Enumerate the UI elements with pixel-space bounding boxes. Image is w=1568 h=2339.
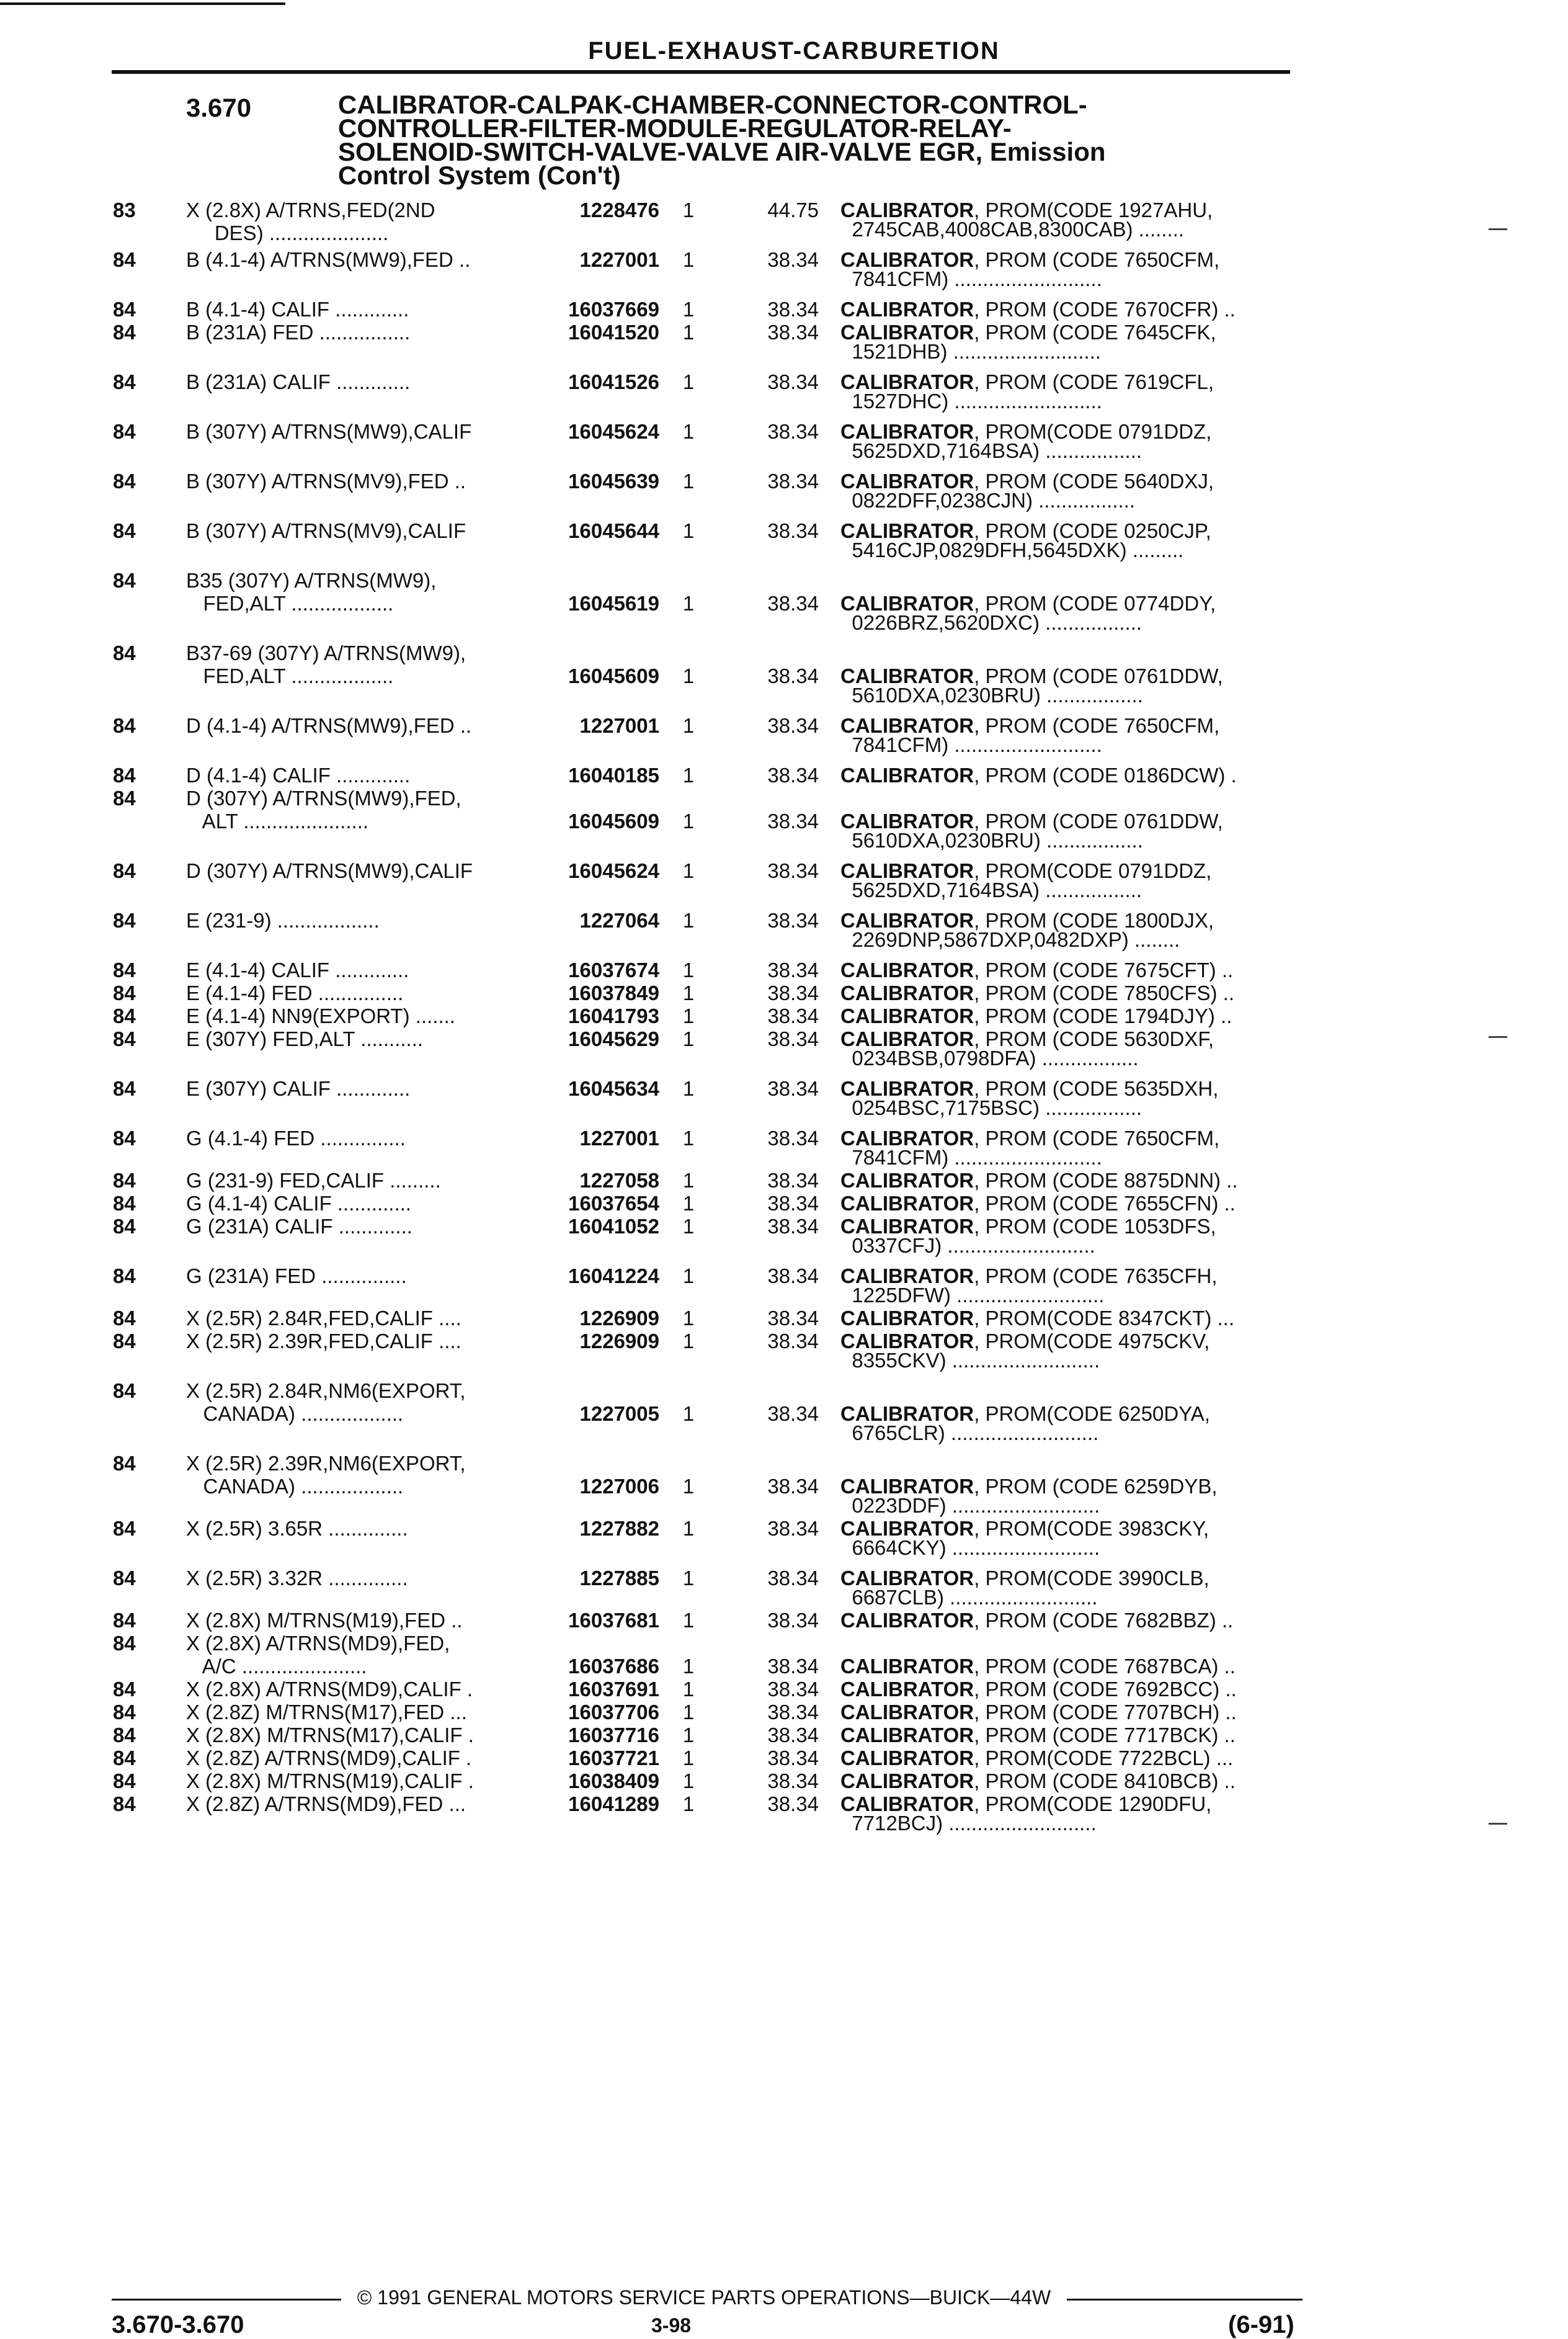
price: 38.34 (767, 1004, 819, 1027)
part-name-cont: 0234BSB,0798DFA) ................. (840, 1047, 1139, 1070)
application-description: X (2.8X) A/TRNS(MD9),FED, (186, 1632, 450, 1655)
part-name: CALIBRATOR, PROM (CODE 7619CFL, (840, 370, 1214, 393)
margin-mark (1489, 1823, 1507, 1825)
part-name: CALIBRATOR, PROM (CODE 7645CFK, (840, 321, 1216, 344)
part-name: CALIBRATOR, PROM (CODE 5635DXH, (840, 1077, 1219, 1100)
model-year: 84 (113, 1169, 136, 1192)
price: 38.34 (767, 592, 819, 615)
application-description-cont: FED,ALT .................. (186, 592, 394, 615)
part-number: 16040185 (568, 764, 659, 787)
application-description: B (4.1-4) A/TRNS(MW9),FED .. (186, 248, 471, 271)
part-number: 1228476 (579, 199, 659, 221)
part-name-cont: 6664CKY) .......................... (840, 1536, 1100, 1559)
quantity: 1 (682, 370, 695, 393)
part-name: CALIBRATOR, PROM (CODE 7635CFH, (840, 1264, 1218, 1287)
part-number: 16045609 (568, 810, 659, 833)
quantity: 1 (682, 1307, 695, 1330)
application-description: G (231A) FED ............... (186, 1264, 407, 1287)
application-description-cont: A/C ...................... (186, 1655, 367, 1678)
application-description: B (231A) FED ................ (186, 321, 411, 344)
quantity: 1 (682, 1027, 695, 1050)
model-year: 84 (113, 519, 136, 542)
application-description: X (2.5R) 3.65R .............. (186, 1517, 408, 1540)
part-number: 16037716 (568, 1724, 659, 1746)
part-name-cont: 0254BSC,7175BSC) ................. (840, 1096, 1143, 1119)
model-year: 84 (113, 1127, 136, 1150)
application-description: X (2.8Z) A/TRNS(MD9),FED ... (186, 1792, 466, 1815)
part-name: CALIBRATOR, PROM(CODE 0791DDZ, (840, 859, 1212, 882)
quantity: 1 (682, 1475, 695, 1498)
part-name: CALIBRATOR, PROM (CODE 8875DNN) .. (840, 1169, 1238, 1192)
footer-group-range: 3.670-3.670 (112, 2311, 244, 2338)
price: 38.34 (767, 248, 819, 271)
part-name-cont: 0337CFJ) .......................... (840, 1234, 1095, 1257)
part-number: 16037686 (568, 1655, 659, 1678)
model-year: 84 (113, 1609, 136, 1632)
price: 38.34 (767, 1475, 819, 1498)
model-year: 84 (113, 1379, 136, 1402)
price: 38.34 (767, 1307, 819, 1330)
part-name: CALIBRATOR, PROM (CODE 1794DJY) .. (840, 1004, 1232, 1027)
application-description: X (2.5R) 2.84R,FED,CALIF .... (186, 1307, 461, 1330)
model-year: 84 (113, 370, 136, 393)
price: 38.34 (767, 1517, 819, 1540)
model-year: 84 (113, 764, 136, 787)
price: 38.34 (767, 1027, 819, 1050)
quantity: 1 (682, 420, 695, 443)
model-year: 84 (113, 787, 136, 810)
model-year: 84 (113, 1792, 136, 1815)
part-name: CALIBRATOR, PROM (CODE 1800DJX, (840, 909, 1214, 932)
price: 38.34 (767, 1077, 819, 1100)
part-number: 16038409 (568, 1769, 659, 1792)
model-year: 84 (113, 1769, 136, 1792)
application-description: G (231A) CALIF ............. (186, 1215, 412, 1238)
part-number: 1227005 (579, 1402, 659, 1425)
quantity: 1 (682, 1169, 695, 1192)
quantity: 1 (682, 1724, 695, 1746)
quantity: 1 (682, 470, 695, 493)
quantity: 1 (682, 1004, 695, 1027)
part-name: CALIBRATOR, PROM (CODE 7692BCC) .. (840, 1678, 1237, 1701)
part-name-cont: 1527DHC) .......................... (840, 390, 1102, 413)
application-description: X (2.8Z) A/TRNS(MD9),CALIF . (186, 1746, 472, 1769)
part-name-cont: 7841CFM) .......................... (840, 733, 1102, 756)
quantity: 1 (682, 1127, 695, 1150)
application-description: X (2.5R) 3.32R .............. (186, 1567, 408, 1590)
quantity: 1 (682, 1192, 695, 1215)
price: 38.34 (767, 470, 819, 493)
part-name: CALIBRATOR, PROM (CODE 7655CFN) .. (840, 1192, 1236, 1215)
application-description-cont: CANADA) .................. (186, 1402, 404, 1425)
quantity: 1 (682, 1330, 695, 1353)
part-name: CALIBRATOR, PROM(CODE 1290DFU, (840, 1792, 1212, 1815)
price: 38.34 (767, 1701, 819, 1724)
part-name: CALIBRATOR, PROM (CODE 7682BBZ) .. (840, 1609, 1234, 1632)
price: 38.34 (767, 1127, 819, 1150)
model-year: 84 (113, 1678, 136, 1701)
part-name-cont: 1521DHB) .......................... (840, 340, 1101, 363)
group-title (338, 90, 1237, 190)
application-description: E (231-9) .................. (186, 909, 380, 932)
application-description: X (2.8X) M/TRNS(M19),CALIF . (186, 1769, 474, 1792)
application-description: X (2.8X) A/TRNS(MD9),CALIF . (186, 1678, 473, 1701)
price: 38.34 (767, 909, 819, 932)
part-name: CALIBRATOR, PROM (CODE 7650CFM, (840, 248, 1220, 271)
part-number: 16045609 (568, 664, 659, 687)
model-year: 84 (113, 1701, 136, 1724)
model-year: 84 (113, 569, 136, 592)
part-name-cont: 6687CLB) .......................... (840, 1586, 1098, 1609)
model-year: 84 (113, 1452, 136, 1475)
price: 38.34 (767, 1609, 819, 1632)
part-number: 1227006 (579, 1475, 659, 1498)
price: 38.34 (767, 1792, 819, 1815)
part-name: CALIBRATOR, PROM (CODE 5630DXF, (840, 1027, 1214, 1050)
price: 38.34 (767, 714, 819, 737)
application-description: B (4.1-4) CALIF ............. (186, 298, 409, 321)
quantity: 1 (682, 199, 695, 221)
application-description: X (2.5R) 2.39R,FED,CALIF .... (186, 1330, 461, 1353)
quantity: 1 (682, 764, 695, 787)
part-name: CALIBRATOR, PROM (CODE 7717BCK) .. (840, 1724, 1236, 1746)
margin-mark (1489, 228, 1507, 230)
part-name-cont: 0223DDF) .......................... (840, 1494, 1100, 1517)
part-number: 1226909 (579, 1330, 659, 1353)
part-number: 16041224 (568, 1264, 659, 1287)
price: 38.34 (767, 1330, 819, 1353)
part-number: 16041289 (568, 1792, 659, 1815)
quantity: 1 (682, 1567, 695, 1590)
model-year: 84 (113, 248, 136, 271)
part-name: CALIBRATOR, PROM (CODE 7850CFS) .. (840, 982, 1235, 1004)
top-left-rule (0, 2, 285, 5)
part-name: CALIBRATOR, PROM(CODE 3990CLB, (840, 1567, 1209, 1590)
application-description: X (2.8X) M/TRNS(M19),FED .. (186, 1609, 463, 1632)
price: 44.75 (767, 199, 819, 221)
part-name-cont: 0226BRZ,5620DXC) ................. (840, 611, 1143, 634)
model-year: 84 (113, 982, 136, 1004)
price: 38.34 (767, 810, 819, 833)
part-number: 16041526 (568, 370, 659, 393)
application-description: X (2.5R) 2.39R,NM6(EXPORT, (186, 1452, 466, 1475)
price: 38.34 (767, 1655, 819, 1678)
quantity: 1 (682, 1609, 695, 1632)
application-description: D (307Y) A/TRNS(MW9),CALIF (186, 859, 473, 882)
part-name: CALIBRATOR, PROM (CODE 8410BCB) .. (840, 1769, 1236, 1792)
part-name: CALIBRATOR, PROM (CODE 6259DYB, (840, 1475, 1218, 1498)
part-name: CALIBRATOR, PROM(CODE 0791DDZ, (840, 420, 1212, 443)
part-number: 1227882 (579, 1517, 659, 1540)
quantity: 1 (682, 810, 695, 833)
model-year: 84 (113, 1027, 136, 1050)
part-name: CALIBRATOR, PROM (CODE 0774DDY, (840, 592, 1216, 615)
part-name: CALIBRATOR, PROM (CODE 5640DXJ, (840, 470, 1214, 493)
part-name-cont: 7841CFM) .......................... (840, 1146, 1102, 1169)
part-number: 16041052 (568, 1215, 659, 1238)
part-number: 16037654 (568, 1192, 659, 1215)
price: 38.34 (767, 1402, 819, 1425)
application-description: X (2.8X) M/TRNS(M17),CALIF . (186, 1724, 474, 1746)
quantity: 1 (682, 592, 695, 615)
quantity: 1 (682, 298, 695, 321)
model-year: 84 (113, 321, 136, 344)
header-rule (112, 70, 1290, 74)
application-description-cont: FED,ALT .................. (186, 664, 394, 687)
part-number: 16045629 (568, 1027, 659, 1050)
part-name-cont: 8355CKV) .......................... (840, 1349, 1100, 1372)
part-name: CALIBRATOR, PROM (CODE 1053DFS, (840, 1215, 1216, 1238)
part-number: 16037721 (568, 1746, 659, 1769)
quantity: 1 (682, 1517, 695, 1540)
model-year: 84 (113, 1746, 136, 1769)
part-name: CALIBRATOR, PROM (CODE 7675CFT) .. (840, 959, 1234, 982)
section-title: FUEL-EXHAUST-CARBURETION (588, 37, 1000, 65)
application-description: G (4.1-4) FED ............... (186, 1127, 406, 1150)
price: 38.34 (767, 1264, 819, 1287)
part-name-cont: 0822DFF,0238CJN) ................. (840, 489, 1136, 512)
price: 38.34 (767, 664, 819, 687)
copyright-notice: © 1991 GENERAL MOTORS SERVICE PARTS OPERATIONS—BUICK—44W (357, 2286, 1051, 2309)
model-year: 84 (113, 1077, 136, 1100)
part-name: CALIBRATOR, PROM (CODE 7650CFM, (840, 714, 1220, 737)
group-title-line: CONTROLLER-FILTER-MODULE-REGULATOR-RELAY- (338, 114, 1012, 143)
application-description: X (2.8Z) M/TRNS(M17),FED ... (186, 1701, 467, 1724)
part-name: CALIBRATOR, PROM (CODE 7687BCA) .. (840, 1655, 1236, 1678)
part-number: 16037669 (568, 298, 659, 321)
quantity: 1 (682, 1655, 695, 1678)
part-name-cont: 2269DNP,5867DXP,0482DXP) ........ (840, 928, 1180, 951)
part-name: CALIBRATOR, PROM (CODE 7670CFR) .. (840, 298, 1236, 321)
part-name: CALIBRATOR, PROM(CODE 3983CKY, (840, 1517, 1209, 1540)
quantity: 1 (682, 982, 695, 1004)
part-name: CALIBRATOR, PROM (CODE 0186DCW) . (840, 764, 1237, 787)
part-number: 16037674 (568, 959, 659, 982)
quantity: 1 (682, 1746, 695, 1769)
group-title-line: SOLENOID-SWITCH-VALVE-VALVE AIR-VALVE EGR, Emission (338, 137, 1106, 166)
model-year: 84 (113, 1567, 136, 1590)
model-year: 83 (113, 199, 136, 221)
price: 38.34 (767, 1678, 819, 1701)
model-year: 84 (113, 1517, 136, 1540)
price: 38.34 (767, 1567, 819, 1590)
part-number: 1227001 (579, 714, 659, 737)
part-name: CALIBRATOR, PROM(CODE 7722BCL) ... (840, 1746, 1234, 1769)
part-number: 1226909 (579, 1307, 659, 1330)
price: 38.34 (767, 298, 819, 321)
price: 38.34 (767, 1215, 819, 1238)
footer-page-number: 3-98 (651, 2314, 692, 2337)
footer-rule (112, 2299, 341, 2301)
part-number: 1227058 (579, 1169, 659, 1192)
part-name-cont: 5610DXA,0230BRU) ................. (840, 684, 1143, 707)
part-name: CALIBRATOR, PROM (CODE 7650CFM, (840, 1127, 1220, 1150)
quantity: 1 (682, 519, 695, 542)
price: 38.34 (767, 370, 819, 393)
application-description: E (4.1-4) NN9(EXPORT) ....... (186, 1004, 455, 1027)
model-year: 84 (113, 1307, 136, 1330)
application-description-cont: CANADA) .................. (186, 1475, 404, 1498)
price: 38.34 (767, 321, 819, 344)
quantity: 1 (682, 1402, 695, 1425)
part-name: CALIBRATOR, PROM (CODE 7707BCH) .. (840, 1701, 1237, 1724)
part-name: CALIBRATOR, PROM(CODE 6250DYA, (840, 1402, 1210, 1425)
model-year: 84 (113, 1264, 136, 1287)
application-description: B (307Y) A/TRNS(MV9),CALIF (186, 519, 466, 542)
footer-rule (1067, 2299, 1303, 2301)
quantity: 1 (682, 321, 695, 344)
price: 38.34 (767, 959, 819, 982)
quantity: 1 (682, 859, 695, 882)
quantity: 1 (682, 1077, 695, 1100)
part-name-cont: 6765CLR) .......................... (840, 1421, 1099, 1444)
part-name-cont: 5416CJP,0829DFH,5645DXK) ......... (840, 539, 1184, 561)
quantity: 1 (682, 664, 695, 687)
model-year: 84 (113, 859, 136, 882)
price: 38.34 (767, 982, 819, 1004)
part-name-cont: 2745CAB,4008CAB,8300CAB) ........ (840, 218, 1184, 241)
application-description: E (4.1-4) CALIF ............. (186, 959, 409, 982)
part-number: 1227001 (579, 1127, 659, 1150)
margin-mark (1489, 1036, 1507, 1038)
application-description: E (307Y) FED,ALT ........... (186, 1027, 424, 1050)
quantity: 1 (682, 714, 695, 737)
part-number: 16045624 (568, 859, 659, 882)
part-number: 16045639 (568, 470, 659, 493)
quantity: 1 (682, 1701, 695, 1724)
part-name: CALIBRATOR, PROM(CODE 1927AHU, (840, 199, 1213, 221)
model-year: 84 (113, 714, 136, 737)
part-number: 1227885 (579, 1567, 659, 1590)
part-name-cont: 5625DXD,7164BSA) ................. (840, 879, 1143, 901)
part-name-cont: 7712BCJ) .......................... (840, 1812, 1097, 1835)
price: 38.34 (767, 1724, 819, 1746)
model-year: 84 (113, 420, 136, 443)
quantity: 1 (682, 909, 695, 932)
application-description: X (2.8X) A/TRNS,FED(2ND (186, 199, 435, 221)
price: 38.34 (767, 420, 819, 443)
price: 38.34 (767, 859, 819, 882)
model-year: 84 (113, 1632, 136, 1655)
model-year: 84 (113, 470, 136, 493)
model-year: 84 (113, 1330, 136, 1353)
part-name: CALIBRATOR, PROM(CODE 4975CKV, (840, 1330, 1210, 1353)
price: 38.34 (767, 764, 819, 787)
model-year: 84 (113, 1215, 136, 1238)
price: 38.34 (767, 1746, 819, 1769)
footer-date: (6-91) (1228, 2311, 1294, 2338)
part-number: 16045634 (568, 1077, 659, 1100)
quantity: 1 (682, 1215, 695, 1238)
part-number: 1227001 (579, 248, 659, 271)
part-name-cont: 5625DXD,7164BSA) ................. (840, 439, 1143, 462)
page-header (112, 37, 1290, 74)
quantity: 1 (682, 1678, 695, 1701)
part-number: 16037691 (568, 1678, 659, 1701)
part-number: 1227064 (579, 909, 659, 932)
application-description: B37-69 (307Y) A/TRNS(MW9), (186, 642, 466, 664)
part-name: CALIBRATOR, PROM (CODE 0761DDW, (840, 810, 1223, 833)
application-description: D (307Y) A/TRNS(MW9),FED, (186, 787, 461, 810)
part-number: 16041793 (568, 1004, 659, 1027)
part-number: 16041520 (568, 321, 659, 344)
quantity: 1 (682, 959, 695, 982)
model-year: 84 (113, 298, 136, 321)
part-number: 16037706 (568, 1701, 659, 1724)
quantity: 1 (682, 1792, 695, 1815)
part-name: CALIBRATOR, PROM(CODE 8347CKT) ... (840, 1307, 1235, 1330)
part-number: 16045624 (568, 420, 659, 443)
application-description: G (4.1-4) CALIF ............. (186, 1192, 412, 1215)
model-year: 84 (113, 959, 136, 982)
quantity: 1 (682, 248, 695, 271)
application-description: B (307Y) A/TRNS(MV9),FED .. (186, 470, 466, 493)
quantity: 1 (682, 1264, 695, 1287)
application-description: B35 (307Y) A/TRNS(MW9), (186, 569, 437, 592)
price: 38.34 (767, 519, 819, 542)
application-description: B (307Y) A/TRNS(MW9),CALIF (186, 420, 472, 443)
model-year: 84 (113, 1724, 136, 1746)
group-title-line: CALIBRATOR-CALPAK-CHAMBER-CONNECTOR-CONTROL- (338, 90, 1087, 119)
application-description: X (2.5R) 2.84R,NM6(EXPORT, (186, 1379, 466, 1402)
price: 38.34 (767, 1192, 819, 1215)
model-year: 84 (113, 642, 136, 664)
quantity: 1 (682, 1769, 695, 1792)
application-description-cont: DES) ..................... (186, 221, 389, 244)
price: 38.34 (767, 1769, 819, 1792)
price: 38.34 (767, 1169, 819, 1192)
application-description: G (231-9) FED,CALIF ......... (186, 1169, 441, 1192)
part-name-cont: 7841CFM) .......................... (840, 267, 1102, 290)
application-description: E (307Y) CALIF ............. (186, 1077, 411, 1100)
application-description: D (4.1-4) A/TRNS(MW9),FED .. (186, 714, 472, 737)
model-year: 84 (113, 1004, 136, 1027)
model-year: 84 (113, 1192, 136, 1215)
application-description-cont: ALT ...................... (186, 810, 369, 833)
part-number: 16045644 (568, 519, 659, 542)
part-number: 16045619 (568, 592, 659, 615)
group-number: 3.670 (186, 93, 252, 122)
part-name-cont: 1225DFW) .......................... (840, 1284, 1105, 1307)
part-name: CALIBRATOR, PROM (CODE 0250CJP, (840, 519, 1211, 542)
part-number: 16037849 (568, 982, 659, 1004)
model-year: 84 (113, 909, 136, 932)
application-description: E (4.1-4) FED ............... (186, 982, 404, 1004)
application-description: D (4.1-4) CALIF ............. (186, 764, 411, 787)
part-name: CALIBRATOR, PROM (CODE 0761DDW, (840, 664, 1223, 687)
application-description: B (231A) CALIF ............. (186, 370, 411, 393)
group-title-line: Control System (Con't) (338, 161, 621, 190)
part-number: 16037681 (568, 1609, 659, 1632)
part-name-cont: 5610DXA,0230BRU) ................. (840, 829, 1143, 852)
